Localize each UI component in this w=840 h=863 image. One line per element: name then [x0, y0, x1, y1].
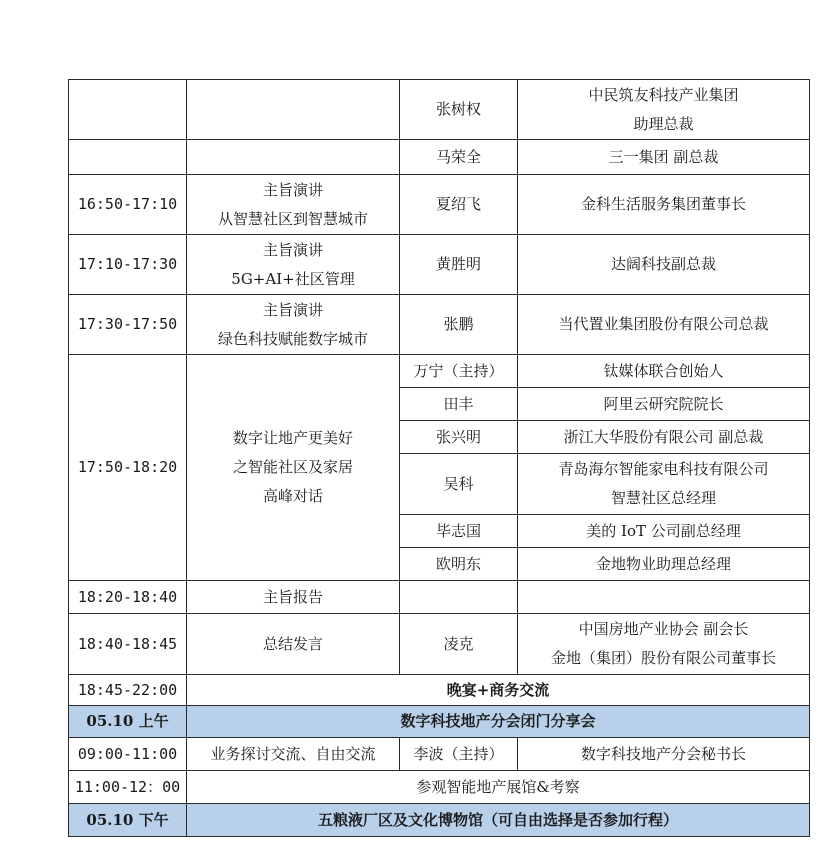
- org-cell: [518, 581, 810, 614]
- org-cell: 金地物业助理总经理: [518, 548, 810, 581]
- time-cell: 11:00-12：00: [69, 771, 187, 804]
- org-line: 智慧社区总经理: [610, 489, 716, 507]
- topic-cell: [187, 295, 400, 355]
- topic-line: 之智能社区及家居: [232, 458, 353, 476]
- section-header-row: [69, 804, 810, 837]
- person-cell: 马荣全: [400, 140, 518, 175]
- table-row: [69, 675, 810, 706]
- time-cell: [69, 80, 187, 140]
- person-cell: 毕志国: [400, 515, 518, 548]
- topic-cell: [187, 80, 400, 140]
- person-cell: 张兴明: [400, 421, 518, 454]
- org-cell: [518, 614, 810, 675]
- topic-cell: [187, 175, 400, 235]
- event-cell: 晚宴+商务交流: [187, 675, 810, 706]
- table-row: [69, 771, 810, 804]
- section-header-row: [69, 706, 810, 738]
- table-row: [69, 140, 810, 175]
- org-line: 助理总裁: [633, 114, 694, 133]
- topic-line: 从智慧社区到智慧城市: [217, 209, 368, 228]
- time-cell: 17:50-18:20: [69, 355, 187, 581]
- topic-line: 绿色科技赋能数字城市: [217, 329, 368, 348]
- person-cell: 万宁（主持）: [400, 355, 518, 388]
- time-cell: 16:50-17:10: [69, 175, 187, 235]
- topic-line: 5G+AI+社区管理: [231, 269, 355, 288]
- time-cell: 17:30-17:50: [69, 295, 187, 355]
- org-cell: 浙江大华股份有限公司 副总裁: [518, 421, 810, 454]
- org-cell: 钛媒体联合创始人: [518, 355, 810, 388]
- table-row: [69, 80, 810, 140]
- topic-line: 主旨演讲: [262, 240, 323, 259]
- topic-cell: 参观智能地产展馆&考察: [187, 771, 810, 804]
- org-cell: 数字科技地产分会秘书长: [518, 738, 810, 771]
- time-cell: 18:45-22:00: [69, 675, 187, 706]
- org-cell: 当代置业集团股份有限公司总裁: [518, 295, 810, 355]
- org-line: 中民筑友科技产业集团: [588, 85, 739, 104]
- table-row: [69, 581, 810, 614]
- person-cell: [400, 581, 518, 614]
- topic-line: 高峰对话: [262, 487, 323, 505]
- person-cell: 张树权: [400, 80, 518, 140]
- org-cell: [518, 80, 810, 140]
- topic-cell: [187, 355, 400, 581]
- table-row: [69, 295, 810, 355]
- org-cell: 阿里云研究院院长: [518, 388, 810, 421]
- person-cell: 张鹏: [400, 295, 518, 355]
- person-cell: 田丰: [400, 388, 518, 421]
- topic-cell: 总结发言: [187, 614, 400, 675]
- time-cell: 09:00-11:00: [69, 738, 187, 771]
- org-cell: 三一集团 副总裁: [518, 140, 810, 175]
- org-line: 中国房地产业协会 副会长: [578, 620, 749, 638]
- org-cell: 达阔科技副总裁: [518, 235, 810, 295]
- section-title: 五粮液厂区及文化博物馆（可自由选择是否参加行程）: [187, 804, 810, 837]
- table-row: [69, 355, 810, 388]
- section-title: 数字科技地产分会闭门分享会: [187, 706, 810, 738]
- time-cell: 17:10-17:30: [69, 235, 187, 295]
- person-cell: 黄胜明: [400, 235, 518, 295]
- topic-cell: 业务探讨交流、自由交流: [187, 738, 400, 771]
- topic-cell: [187, 235, 400, 295]
- org-line: 金地（集团）股份有限公司董事长: [550, 649, 776, 667]
- org-cell: 美的 IoT 公司副总经理: [518, 515, 810, 548]
- org-cell: 金科生活服务集团董事长: [518, 175, 810, 235]
- table-row: [69, 235, 810, 295]
- person-cell: 夏绍飞: [400, 175, 518, 235]
- table-row: [69, 738, 810, 771]
- topic-cell: 主旨报告: [187, 581, 400, 614]
- table-row: [69, 614, 810, 675]
- person-cell: 欧明东: [400, 548, 518, 581]
- person-cell: 李波（主持）: [400, 738, 518, 771]
- person-cell: 凌克: [400, 614, 518, 675]
- table-row: [69, 175, 810, 235]
- section-date: 05.10 上午: [69, 706, 187, 738]
- person-cell: 吴科: [400, 454, 518, 515]
- org-line: 青岛海尔智能家电科技有限公司: [558, 460, 769, 478]
- time-cell: [69, 140, 187, 175]
- time-cell: 18:40-18:45: [69, 614, 187, 675]
- org-cell: [518, 454, 810, 515]
- topic-line: 主旨演讲: [262, 180, 323, 199]
- time-cell: 18:20-18:40: [69, 581, 187, 614]
- agenda-table: [68, 79, 810, 837]
- topic-cell: [187, 140, 400, 175]
- section-date: 05.10 下午: [69, 804, 187, 837]
- topic-line: 数字让地产更美好: [232, 429, 353, 447]
- topic-line: 主旨演讲: [262, 300, 323, 319]
